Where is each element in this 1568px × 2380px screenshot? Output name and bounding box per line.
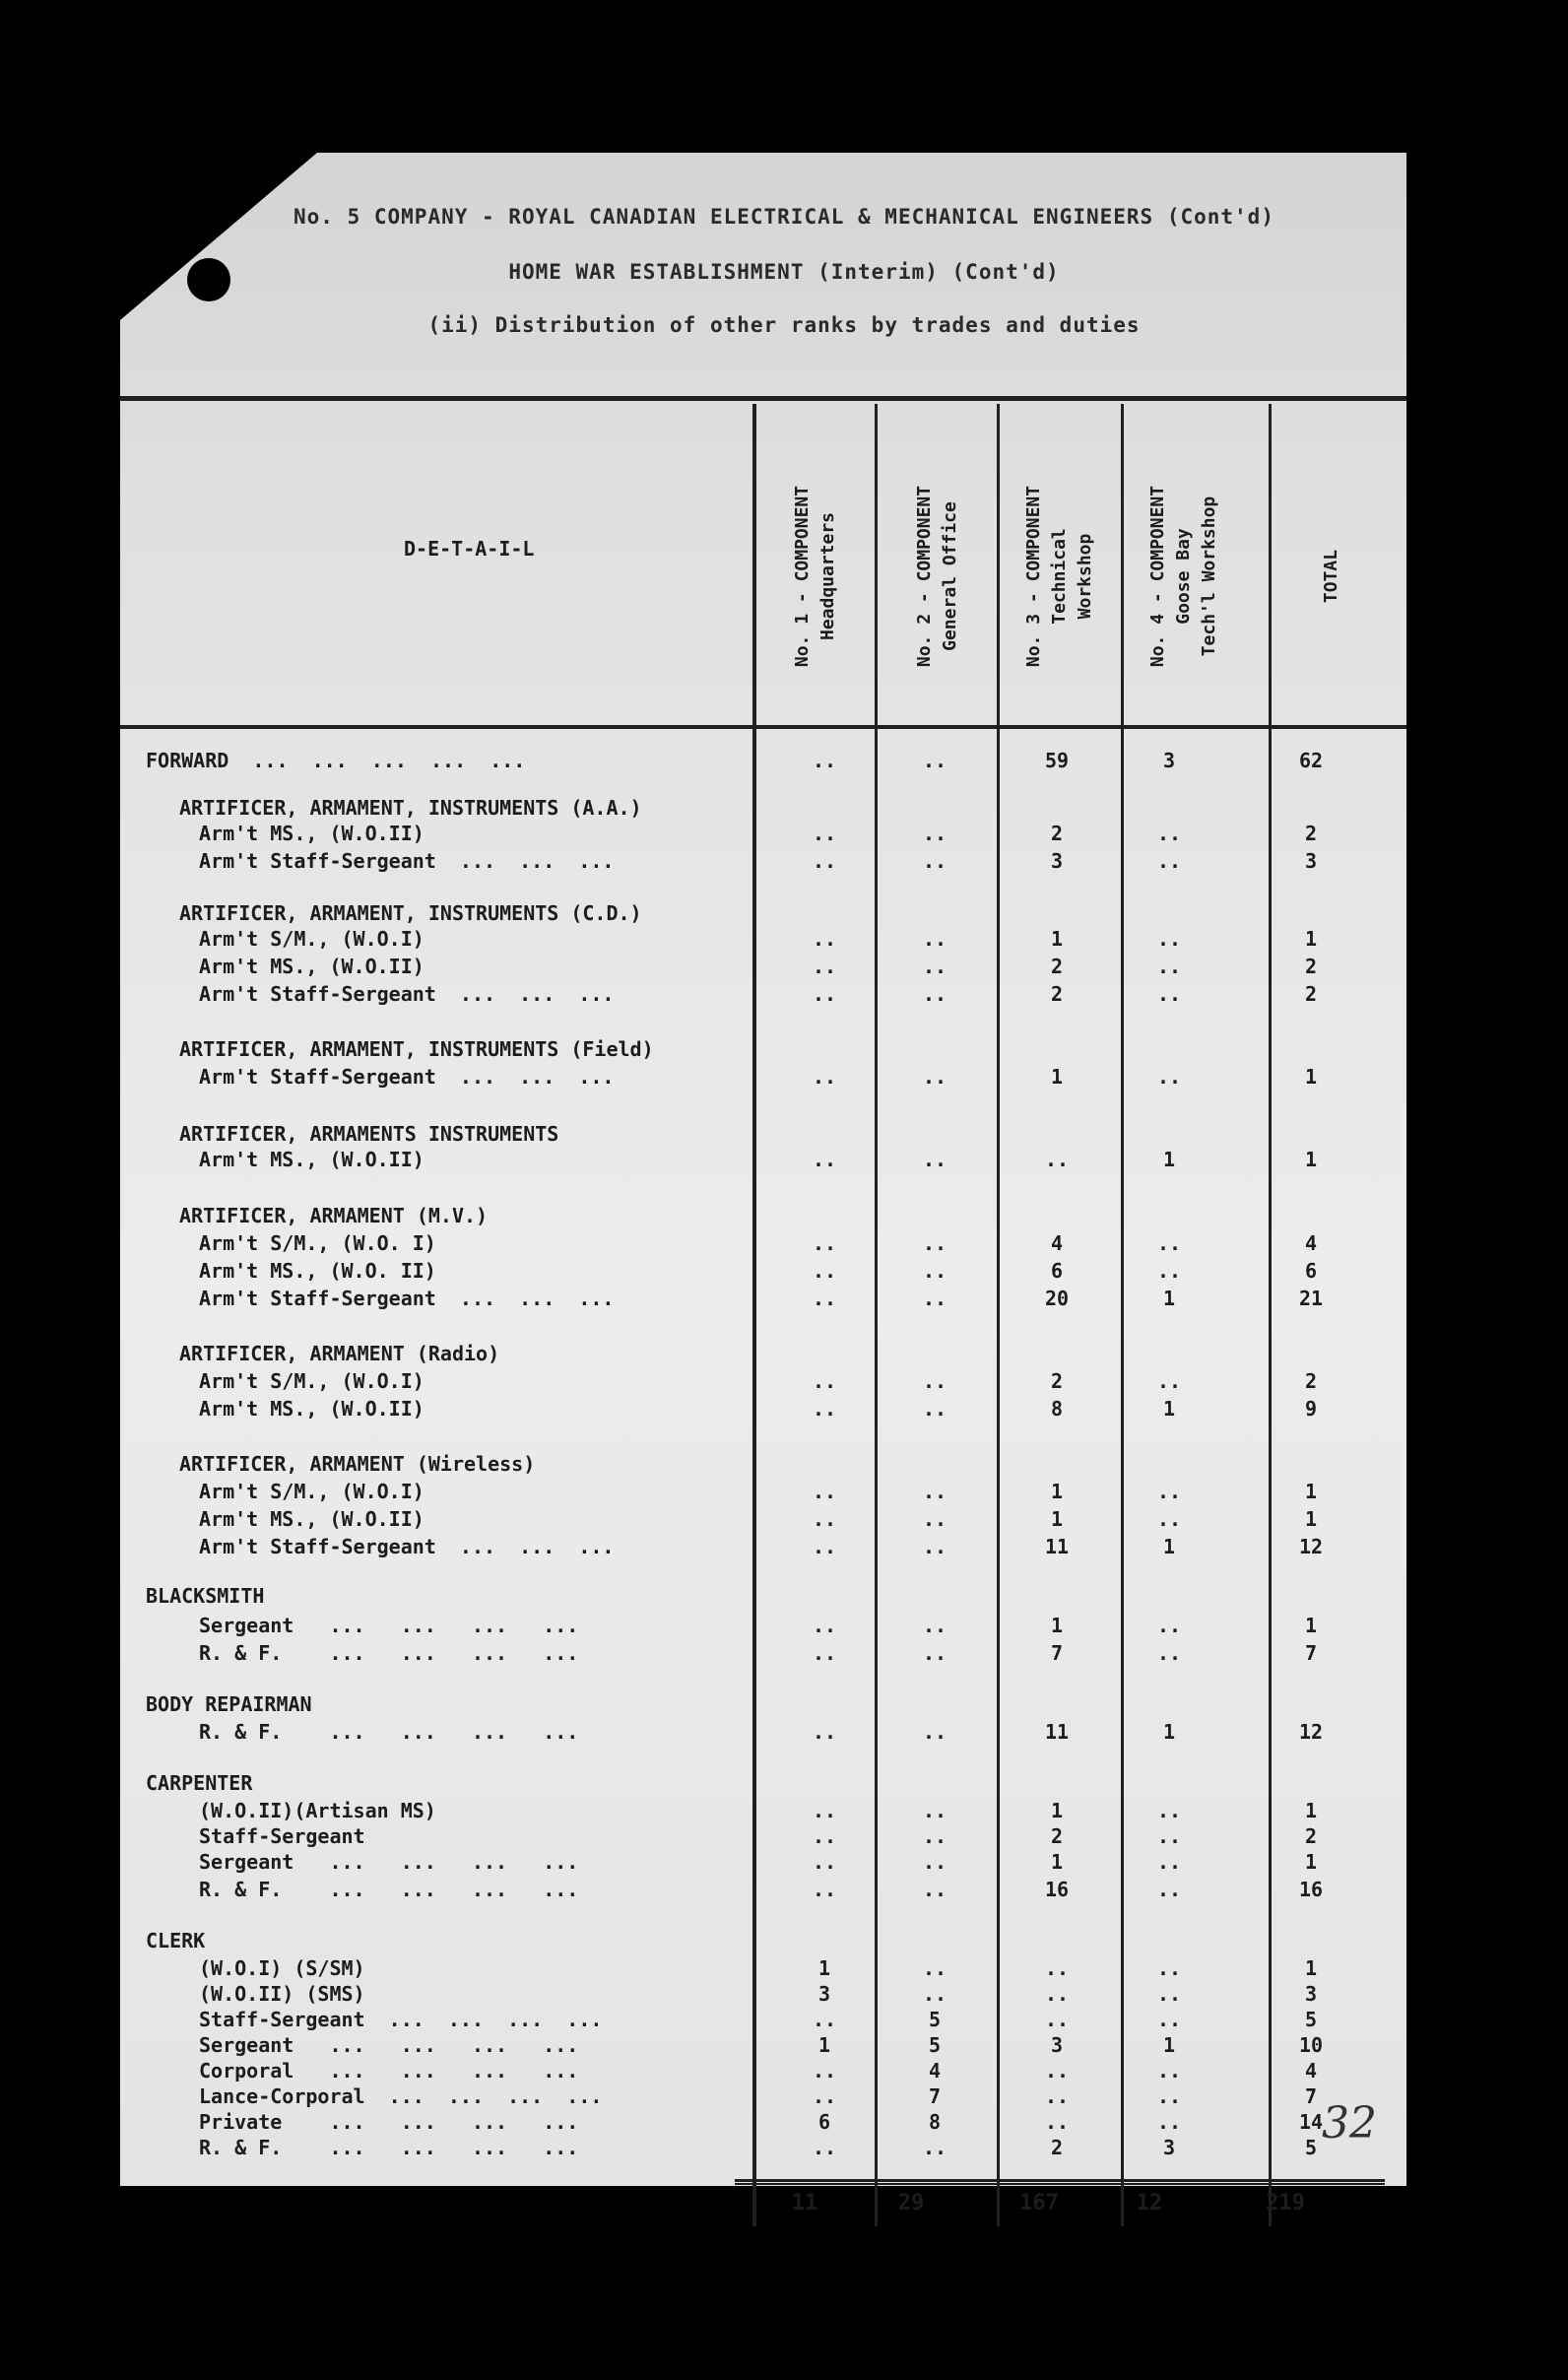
row-value-cell: ..	[922, 1480, 947, 1503]
column-header-component-3: No. 3 - COMPONENT Technical Workshop	[1023, 485, 1095, 668]
totals-top-rule-double	[735, 2183, 1385, 2185]
row-total-cell: 1	[1304, 927, 1318, 951]
row-value-cell: 2	[1050, 2136, 1064, 2159]
row-total-cell: 1	[1304, 1480, 1318, 1503]
row-total-cell: 10	[1298, 2033, 1324, 2057]
section-heading: ARTIFICER, ARMAMENT (Radio)	[179, 1342, 500, 1365]
row-value-cell: ..	[922, 1799, 947, 1822]
row-label: Arm't S/M., (W.O. I)	[199, 1231, 436, 1255]
row-total-cell: 1	[1304, 1148, 1318, 1171]
row-total-cell: 2	[1304, 955, 1318, 978]
row-total-cell: 5	[1304, 2008, 1318, 2031]
row-value-cell: ..	[1044, 1982, 1070, 2006]
row-value-cell: ..	[1156, 2059, 1182, 2082]
row-label: (W.O.I) (S/SM)	[199, 1956, 365, 1980]
row-value-cell: 3	[1050, 2033, 1064, 2057]
column-header-component-1: No. 1 - COMPONENT Headquarters	[792, 485, 838, 668]
row-label: Corporal ... ... ... ...	[199, 2059, 579, 2082]
total-component-2: 29	[897, 2191, 925, 2215]
row-total-cell: 12	[1298, 1720, 1324, 1744]
row-value-cell: 1	[1162, 1397, 1176, 1421]
header-line-2: HOME WAR ESTABLISHMENT (Interim) (Cont'd)	[508, 260, 1060, 284]
row-value-cell: ..	[922, 1614, 947, 1637]
row-value-cell: ..	[922, 1507, 947, 1531]
row-total-cell: 2	[1304, 982, 1318, 1006]
section-heading: CARPENTER	[146, 1771, 253, 1795]
row-label: FORWARD ... ... ... ... ...	[146, 749, 526, 772]
row-total-cell: 3	[1304, 1982, 1318, 2006]
row-value-cell: ..	[812, 1369, 837, 1393]
row-total-cell: 2	[1304, 1824, 1318, 1848]
row-value-cell: ..	[1156, 2110, 1182, 2134]
row-value-cell: ..	[922, 1287, 947, 1310]
row-value-cell: ..	[922, 1148, 947, 1171]
row-value-cell: ..	[812, 1614, 837, 1637]
row-value-cell: 7	[1050, 1641, 1064, 1665]
row-value-cell: ..	[922, 1369, 947, 1393]
row-value-cell: 5	[928, 2008, 942, 2031]
row-value-cell: 1	[1162, 1720, 1176, 1744]
row-total-cell: 62	[1298, 749, 1324, 772]
row-value-cell: 2	[1050, 1369, 1064, 1393]
row-value-cell: 1	[817, 2033, 831, 2057]
row-total-cell: 16	[1298, 1878, 1324, 1901]
row-value-cell: ..	[1156, 1641, 1182, 1665]
row-label: Arm't S/M., (W.O.I)	[199, 927, 425, 951]
row-value-cell: ..	[812, 1259, 837, 1283]
row-value-cell: ..	[1044, 2084, 1070, 2108]
row-value-cell: 3	[1162, 749, 1176, 772]
row-value-cell: ..	[1156, 1799, 1182, 1822]
row-value-cell: ..	[922, 1878, 947, 1901]
row-value-cell: ..	[812, 1231, 837, 1255]
row-total-cell: 2	[1304, 822, 1318, 845]
row-total-cell: 5	[1304, 2136, 1318, 2159]
row-value-cell: ..	[1156, 1065, 1182, 1089]
margin-page-mark: 32	[1322, 2098, 1377, 2149]
row-label: Arm't MS., (W.O.II)	[199, 1507, 425, 1531]
row-value-cell: ..	[812, 1878, 837, 1901]
row-total-cell: 4	[1304, 1231, 1318, 1255]
row-value-cell: ..	[812, 849, 837, 873]
row-value-cell: ..	[812, 927, 837, 951]
row-value-cell: ..	[1156, 1850, 1182, 1874]
row-total-cell: 1	[1304, 1799, 1318, 1822]
row-value-cell: ..	[1156, 1878, 1182, 1901]
row-value-cell: ..	[812, 2008, 837, 2031]
row-value-cell: ..	[812, 1850, 837, 1874]
column-header-total: TOTAL	[1321, 549, 1341, 604]
row-value-cell: ..	[812, 1641, 837, 1665]
row-value-cell: ..	[922, 1641, 947, 1665]
row-label: Staff-Sergeant ... ... ... ...	[199, 2008, 603, 2031]
row-value-cell: ..	[922, 955, 947, 978]
row-value-cell: ..	[1044, 1956, 1070, 1980]
row-value-cell: ..	[812, 955, 837, 978]
row-value-cell: 1	[1162, 1535, 1176, 1558]
row-value-cell: ..	[812, 1507, 837, 1531]
row-total-cell: 4	[1304, 2059, 1318, 2082]
total-component-3: 167	[1019, 2191, 1059, 2215]
row-value-cell: ..	[1156, 2084, 1182, 2108]
detail-heading: D-E-T-A-I-L	[404, 537, 535, 561]
row-label: Arm't Staff-Sergeant ... ... ...	[199, 1065, 615, 1089]
column-header-component-4: No. 4 - COMPONENT Goose Bay Tech'l Workshop	[1147, 485, 1219, 668]
row-value-cell: ..	[1044, 2059, 1070, 2082]
total-component-4: 12	[1136, 2191, 1163, 2215]
row-value-cell: 5	[928, 2033, 942, 2057]
row-label: R. & F. ... ... ... ...	[199, 1878, 579, 1901]
row-value-cell: ..	[812, 2059, 837, 2082]
row-label: R. & F. ... ... ... ...	[199, 1641, 579, 1665]
row-value-cell: ..	[1156, 1259, 1182, 1283]
row-label: Staff-Sergeant	[199, 1824, 365, 1848]
row-value-cell: 2	[1050, 982, 1064, 1006]
row-value-cell: ..	[922, 927, 947, 951]
row-value-cell: 1	[1050, 1799, 1064, 1822]
header-line-3: (ii) Distribution of other ranks by trades and duties	[427, 313, 1141, 337]
row-total-cell: 1	[1304, 1850, 1318, 1874]
row-value-cell: 3	[817, 1982, 831, 2006]
row-total-cell: 3	[1304, 849, 1318, 873]
row-label: Lance-Corporal ... ... ... ...	[199, 2084, 603, 2108]
row-value-cell: 1	[1162, 1287, 1176, 1310]
section-heading: ARTIFICER, ARMAMENT, INSTRUMENTS (A.A.)	[179, 796, 642, 820]
row-total-cell: 1	[1304, 1956, 1318, 1980]
row-value-cell: 11	[1044, 1720, 1070, 1744]
section-heading: ARTIFICER, ARMAMENT (M.V.)	[179, 1204, 489, 1227]
row-label: Arm't Staff-Sergeant ... ... ...	[199, 849, 615, 873]
row-total-cell: 1	[1304, 1065, 1318, 1089]
row-value-cell: 6	[817, 2110, 831, 2134]
grand-total: 219	[1266, 2191, 1305, 2215]
row-value-cell: ..	[1156, 1824, 1182, 1848]
row-value-cell: 8	[928, 2110, 942, 2134]
row-value-cell: ..	[922, 1720, 947, 1744]
row-value-cell: ..	[812, 1287, 837, 1310]
row-value-cell: 3	[1050, 849, 1064, 873]
section-heading: BODY REPAIRMAN	[146, 1692, 312, 1716]
row-value-cell: ..	[1156, 1614, 1182, 1637]
row-value-cell: ..	[1156, 2008, 1182, 2031]
table-top-rule	[120, 396, 1406, 401]
row-label: Sergeant ... ... ... ...	[199, 1850, 579, 1874]
row-value-cell: ..	[812, 1148, 837, 1171]
row-value-cell: ..	[812, 1720, 837, 1744]
row-value-cell: ..	[922, 1956, 947, 1980]
row-value-cell: ..	[1156, 849, 1182, 873]
section-heading: ARTIFICER, ARMAMENTS INSTRUMENTS	[179, 1122, 559, 1146]
row-label: Sergeant ... ... ... ...	[199, 2033, 579, 2057]
column-divider-4	[1121, 404, 1124, 2226]
row-total-cell: 2	[1304, 1369, 1318, 1393]
row-value-cell: ..	[812, 2084, 837, 2108]
row-value-cell: ..	[922, 1259, 947, 1283]
row-value-cell: 20	[1044, 1287, 1070, 1310]
row-value-cell: ..	[922, 1397, 947, 1421]
row-value-cell: ..	[1156, 982, 1182, 1006]
row-value-cell: ..	[922, 2136, 947, 2159]
section-heading: ARTIFICER, ARMAMENT (Wireless)	[179, 1452, 536, 1476]
row-total-cell: 7	[1304, 2084, 1318, 2108]
row-value-cell: ..	[922, 1535, 947, 1558]
row-label: Arm't Staff-Sergeant ... ... ...	[199, 1287, 615, 1310]
row-value-cell: 7	[928, 2084, 942, 2108]
row-label: Arm't MS., (W.O. II)	[199, 1259, 436, 1283]
row-value-cell: ..	[812, 1799, 837, 1822]
section-heading: ARTIFICER, ARMAMENT, INSTRUMENTS (C.D.)	[179, 901, 642, 925]
total-component-1: 11	[791, 2191, 818, 2215]
row-value-cell: ..	[812, 1535, 837, 1558]
row-value-cell: ..	[1156, 1956, 1182, 1980]
totals-top-rule	[735, 2179, 1385, 2182]
row-value-cell: ..	[812, 1065, 837, 1089]
row-value-cell: 1	[1162, 1148, 1176, 1171]
row-label: Arm't MS., (W.O.II)	[199, 1397, 425, 1421]
row-value-cell: 4	[928, 2059, 942, 2082]
row-value-cell: ..	[922, 982, 947, 1006]
row-value-cell: 2	[1050, 1824, 1064, 1848]
row-value-cell: 16	[1044, 1878, 1070, 1901]
column-divider-2	[875, 404, 878, 2226]
row-label: Arm't MS., (W.O.II)	[199, 955, 425, 978]
row-label: Arm't S/M., (W.O.I)	[199, 1369, 425, 1393]
row-label: R. & F. ... ... ... ...	[199, 1720, 579, 1744]
row-label: R. & F. ... ... ... ...	[199, 2136, 579, 2159]
row-value-cell: ..	[1156, 1982, 1182, 2006]
row-value-cell: ..	[1156, 1507, 1182, 1531]
row-value-cell: 1	[1050, 1850, 1064, 1874]
row-value-cell: ..	[922, 1850, 947, 1874]
row-value-cell: ..	[812, 1397, 837, 1421]
row-value-cell: 4	[1050, 1231, 1064, 1255]
row-value-cell: ..	[1044, 2008, 1070, 2031]
section-heading: ARTIFICER, ARMAMENT, INSTRUMENTS (Field)	[179, 1037, 654, 1061]
row-value-cell: 1	[1162, 2033, 1176, 2057]
row-value-cell: 2	[1050, 955, 1064, 978]
row-total-cell: 1	[1304, 1507, 1318, 1531]
row-label: Private ... ... ... ...	[199, 2110, 579, 2134]
row-value-cell: 2	[1050, 822, 1064, 845]
row-value-cell: 59	[1044, 749, 1070, 772]
row-value-cell: 1	[1050, 1065, 1064, 1089]
row-label: Sergeant ... ... ... ...	[199, 1614, 579, 1637]
row-value-cell: ..	[922, 1824, 947, 1848]
row-label: (W.O.II) (SMS)	[199, 1982, 365, 2006]
row-value-cell: ..	[812, 982, 837, 1006]
row-value-cell: ..	[812, 2136, 837, 2159]
row-value-cell: ..	[922, 849, 947, 873]
row-value-cell: 6	[1050, 1259, 1064, 1283]
row-value-cell: 1	[1050, 1480, 1064, 1503]
row-value-cell: 11	[1044, 1535, 1070, 1558]
row-value-cell: ..	[922, 1065, 947, 1089]
section-heading: BLACKSMITH	[146, 1584, 265, 1608]
row-value-cell: 1	[1050, 927, 1064, 951]
row-value-cell: ..	[1156, 822, 1182, 845]
row-value-cell: ..	[1156, 955, 1182, 978]
row-value-cell: 1	[1050, 1614, 1064, 1637]
row-value-cell: 8	[1050, 1397, 1064, 1421]
row-value-cell: ..	[1156, 1231, 1182, 1255]
row-value-cell: 3	[1162, 2136, 1176, 2159]
row-total-cell: 7	[1304, 1641, 1318, 1665]
row-label: Arm't Staff-Sergeant ... ... ...	[199, 1535, 615, 1558]
row-label: Arm't Staff-Sergeant ... ... ...	[199, 982, 615, 1006]
row-value-cell: ..	[1156, 1369, 1182, 1393]
row-value-cell: ..	[812, 1824, 837, 1848]
row-total-cell: 6	[1304, 1259, 1318, 1283]
row-value-cell: 1	[1050, 1507, 1064, 1531]
row-label: Arm't S/M., (W.O.I)	[199, 1480, 425, 1503]
row-value-cell: ..	[922, 749, 947, 772]
row-value-cell: ..	[812, 822, 837, 845]
row-value-cell: ..	[1044, 2110, 1070, 2134]
row-value-cell: ..	[812, 1480, 837, 1503]
row-value-cell: ..	[922, 1982, 947, 2006]
row-value-cell: ..	[922, 822, 947, 845]
row-label: Arm't MS., (W.O.II)	[199, 822, 425, 845]
row-value-cell: ..	[1156, 1480, 1182, 1503]
column-header-component-2: No. 2 - COMPONENT General Office	[914, 485, 960, 668]
row-total-cell: 14	[1298, 2110, 1324, 2134]
row-value-cell: ..	[812, 749, 837, 772]
row-label: Arm't MS., (W.O.II)	[199, 1148, 425, 1171]
row-value-cell: ..	[1156, 927, 1182, 951]
row-value-cell: ..	[922, 1231, 947, 1255]
header-bottom-rule	[120, 725, 1406, 729]
column-divider-5	[1269, 404, 1272, 2226]
row-label: (W.O.II)(Artisan MS)	[199, 1799, 436, 1822]
section-heading: CLERK	[146, 1929, 206, 1952]
row-total-cell: 21	[1298, 1287, 1324, 1310]
row-total-cell: 1	[1304, 1614, 1318, 1637]
row-value-cell: 1	[817, 1956, 831, 1980]
header-line-1: No. 5 COMPANY - ROYAL CANADIAN ELECTRICAL & MECHANICAL ENGINEERS (Cont'd)	[294, 205, 1274, 229]
row-total-cell: 9	[1304, 1397, 1318, 1421]
row-total-cell: 12	[1298, 1535, 1324, 1558]
column-divider-3	[997, 404, 1000, 2226]
row-value-cell: ..	[1044, 1148, 1070, 1171]
